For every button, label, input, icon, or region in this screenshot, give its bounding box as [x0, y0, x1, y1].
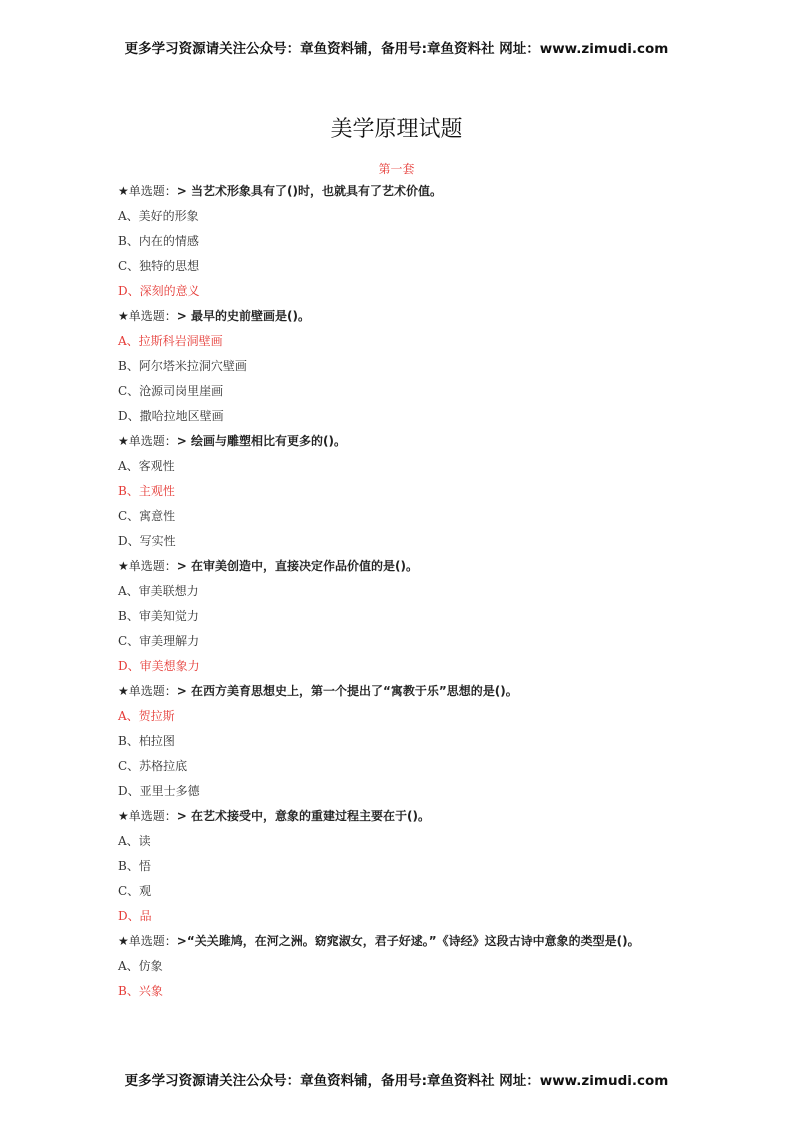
answer-option: C、苏格拉底	[118, 759, 188, 773]
question-stem	[118, 307, 753, 332]
answer-option: D、亚里士多德	[118, 784, 200, 798]
question-type-label: ★单选题：	[118, 684, 177, 698]
answer-option: C、寓意性	[118, 509, 176, 523]
answer-option: A、读	[118, 834, 151, 848]
answer-option: B、审美知觉力	[118, 609, 199, 623]
answer-option: B、阿尔塔米拉洞穴壁画	[118, 359, 247, 373]
question-type-label: ★单选题：	[118, 559, 177, 573]
answer-option-correct: A、拉斯科岩洞壁画	[118, 334, 223, 348]
question-stem	[118, 182, 753, 207]
question-type-label: ★单选题：	[118, 809, 177, 823]
question-text: > 绘画与雕塑相比有更多的()。	[176, 434, 346, 448]
question-text: > 在艺术接受中，意象的重建过程主要在于()。	[176, 809, 430, 823]
question-type-label: ★单选题：	[118, 434, 177, 448]
answer-option: D、撒哈拉地区壁画	[118, 409, 224, 423]
answer-option: A、仿象	[118, 959, 163, 973]
question-stem	[118, 557, 753, 582]
question-stem	[118, 807, 753, 832]
question-text: >“关关雎鸠，在河之洲。窈窕淑女，君子好逑。”《诗经》这段古诗中意象的类型是()。	[176, 934, 640, 948]
question-stem	[118, 432, 753, 457]
answer-option-correct: D、审美想象力	[118, 659, 200, 673]
question-type-label: ★单选题：	[118, 934, 177, 948]
answer-option-correct: B、兴象	[118, 984, 163, 998]
answer-option: C、观	[118, 884, 152, 898]
answer-option-correct: B、主观性	[118, 484, 175, 498]
answer-option: A、审美联想力	[118, 584, 199, 598]
answer-option: D、写实性	[118, 534, 176, 548]
answer-option: B、柏拉图	[118, 734, 175, 748]
answer-option: B、悟	[118, 859, 151, 873]
question-stem	[118, 682, 753, 707]
question-text: > 在审美创造中，直接决定作品价值的是()。	[176, 559, 418, 573]
question-type-label: ★单选题：	[118, 309, 177, 323]
set-label: 第一套	[378, 162, 415, 176]
answer-option: C、审美理解力	[118, 634, 200, 648]
question-type-label: ★单选题：	[118, 184, 177, 198]
question-text: > 最早的史前壁画是()。	[176, 309, 310, 323]
page-title: 美学原理试题	[330, 117, 463, 142]
answer-option: A、美好的形象	[118, 209, 199, 223]
answer-option-correct: A、贺拉斯	[118, 709, 175, 723]
answer-option: B、内在的情感	[118, 234, 199, 248]
answer-option: C、沧源司岗里崖画	[118, 384, 224, 398]
question-stem	[118, 932, 753, 957]
header-banner: 更多学习资源请关注公众号：章鱼资料铺，备用号:章鱼资料社 网址：www.zimudi.com	[124, 41, 669, 57]
answer-option: A、客观性	[118, 459, 175, 473]
answer-option: C、独特的思想	[118, 259, 200, 273]
answer-option-correct: D、品	[118, 909, 152, 923]
footer-banner: 更多学习资源请关注公众号：章鱼资料铺，备用号:章鱼资料社 网址：www.zimudi.com	[124, 1073, 669, 1089]
answer-option-correct: D、深刻的意义	[118, 284, 200, 298]
question-text: > 当艺术形象具有了()时，也就具有了艺术价值。	[176, 184, 442, 198]
question-text: > 在西方美育思想史上，第一个提出了“寓教于乐”思想的是()。	[176, 684, 518, 698]
question-list	[118, 182, 753, 1007]
